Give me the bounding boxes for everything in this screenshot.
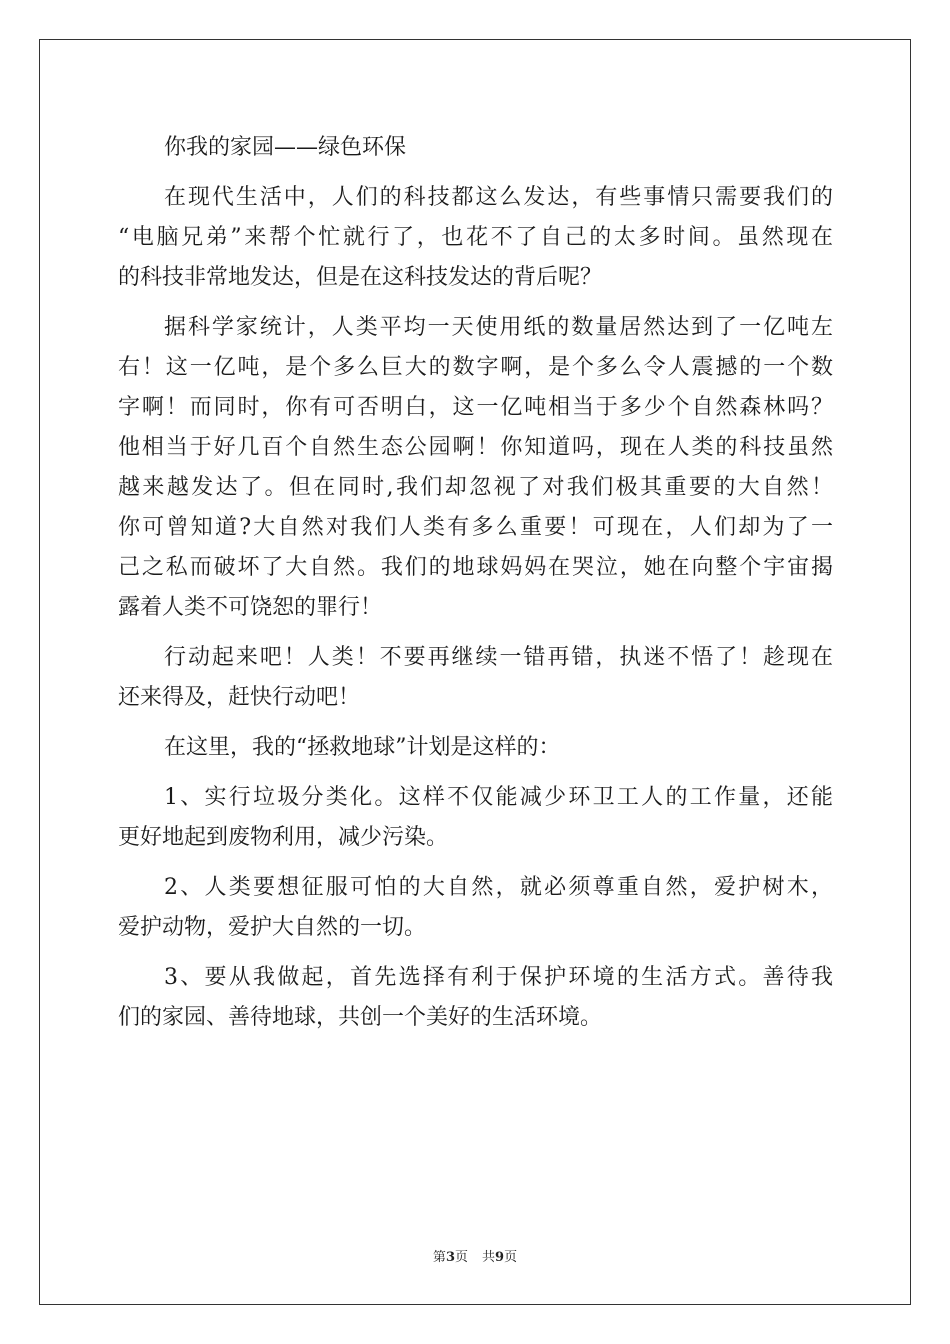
document-body [118, 128, 833, 1048]
paragraph-line: 你可曾知道?大自然对我们人类有多么重要！可现在，人们却为了一 [118, 515, 833, 540]
paragraph-line: 们的家园、善待地球，共创一个美好的生活环境。 [118, 1005, 603, 1030]
paragraph-line: 爱护动物，爱护大自然的一切。 [118, 915, 427, 940]
paragraph-line: 露着人类不可饶恕的罪行！ [118, 595, 383, 620]
paragraph-line: 2、人类要想征服可怕的大自然，就必须尊重自然，爱护树木， [164, 875, 833, 900]
paragraph [118, 728, 833, 768]
paragraph-line: 他相当于好几百个自然生态公园啊！你知道吗，现在人类的科技虽然 [118, 435, 833, 460]
paragraph-line: 3、要从我做起，首先选择有利于保护环境的生活方式。善待我 [164, 965, 833, 990]
paragraph [118, 308, 833, 628]
list-item [118, 778, 833, 858]
document-title: 你我的家园——绿色环保 [164, 135, 407, 160]
paragraph-line: 在现代生活中，人们的科技都这么发达，有些事情只需要我们的 [164, 185, 833, 210]
page-number [433, 1250, 468, 1265]
page-total [482, 1250, 517, 1265]
paragraph-line: 还来得及，赶快行动吧！ [118, 685, 361, 710]
total-prefix: 共 [482, 1250, 496, 1265]
paragraph [118, 178, 833, 298]
page-footer [0, 1246, 950, 1265]
paragraph-line: 行动起来吧！人类！不要再继续一错再错，执迷不悟了！趁现在 [164, 645, 833, 670]
paragraph-line: 据科学家统计，人类平均一天使用纸的数量居然达到了一亿吨左 [164, 315, 833, 340]
paragraph-line: 的科技非常地发达，但是在这科技发达的背后呢？ [118, 265, 603, 290]
paragraph-line: 字啊！而同时，你有可否明白，这一亿吨相当于多少个自然森林吗？ [118, 395, 833, 420]
paragraph-line: 己之私而破坏了大自然。我们的地球妈妈在哭泣，她在向整个宇宙揭 [118, 555, 833, 580]
paragraph-line: 1、实行垃圾分类化。这样不仅能减少环卫工人的工作量，还能 [164, 785, 833, 810]
total-suffix: 页 [504, 1250, 518, 1265]
paragraph-line: 右！这一亿吨，是个多么巨大的数字啊，是个多么令人震撼的一个数 [118, 355, 833, 380]
list-item [118, 868, 833, 948]
paragraph-line: 在这里，我的“拯救地球”计划是这样的： [164, 735, 561, 760]
page-prefix: 第 [432, 1250, 446, 1265]
paragraph-line: 更好地起到废物利用，减少污染。 [118, 825, 449, 850]
page-suffix: 页 [454, 1250, 468, 1265]
list-item [118, 958, 833, 1038]
total-pages: 9 [495, 1250, 505, 1265]
paragraph [118, 638, 833, 718]
paragraph-line: 越来越发达了。但在同时,我们却忽视了对我们极其重要的大自然！ [118, 475, 833, 500]
current-page: 3 [445, 1250, 455, 1265]
paragraph-line: “电脑兄弟”来帮个忙就行了，也花不了自己的太多时间。虽然现在 [118, 225, 833, 250]
